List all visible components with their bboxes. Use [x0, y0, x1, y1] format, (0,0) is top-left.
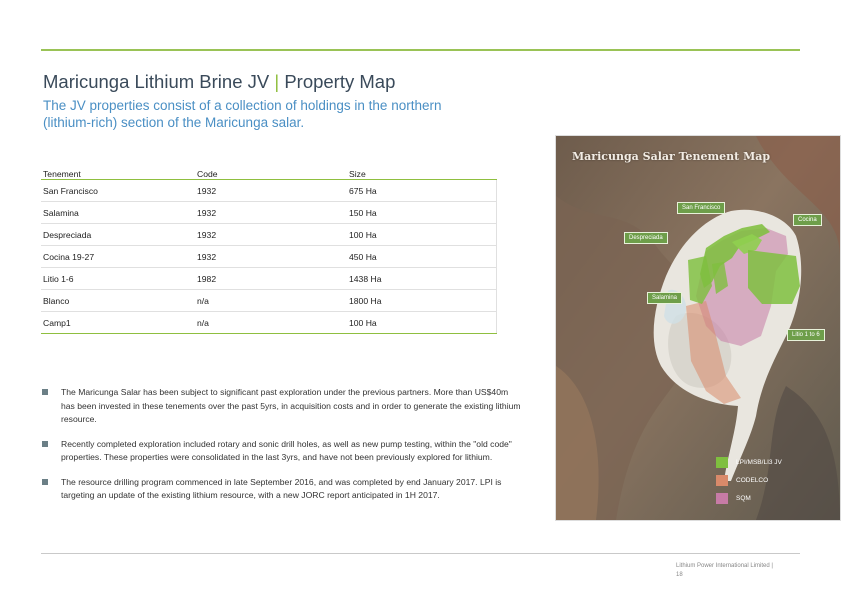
- bullet-list: [41, 386, 521, 514]
- tenement-cell: San Francisco: [41, 180, 195, 202]
- map-label-cocina: Cocina: [793, 214, 822, 226]
- map-label-salamina: Salamina: [647, 292, 682, 304]
- bottom-divider: [41, 553, 800, 554]
- code-cell: n/a: [195, 290, 347, 312]
- table-row: [41, 312, 497, 334]
- map-legend: [716, 455, 782, 509]
- map-label-despreciada: Despreciada: [624, 232, 668, 244]
- legend-swatch-codelco: [716, 475, 728, 486]
- legend-swatch-jv: [716, 457, 728, 468]
- column-header-size: Size: [347, 160, 497, 180]
- page-footer: [676, 562, 806, 580]
- map-label-san-francisco: San Francisco: [677, 202, 725, 214]
- table-row: [41, 224, 497, 246]
- size-cell: 1438 Ha: [347, 268, 497, 290]
- legend-item: CODELCO: [716, 473, 782, 487]
- bullet-square-icon: [42, 441, 48, 447]
- tenement-cell: Camp1: [41, 312, 195, 334]
- size-cell: 150 Ha: [347, 202, 497, 224]
- page-number: 18: [676, 572, 683, 578]
- map-title: Maricunga Salar Tenement Map: [572, 150, 771, 163]
- satellite-image: [556, 136, 840, 520]
- tenement-cell: Litio 1-6: [41, 268, 195, 290]
- size-cell: 100 Ha: [347, 312, 497, 334]
- top-divider: [41, 49, 800, 51]
- page-title: Maricunga Lithium Brine JV | Property Map: [43, 71, 396, 92]
- tenement-table: [41, 160, 497, 334]
- bullet-item: The resource drilling program commenced in late September 2016, and was completed by end January 2017. LPI is targeting an update of the existing lithium resource, with a new JORC report anticipated in 1H 2017.: [41, 476, 521, 503]
- table-row: [41, 268, 497, 290]
- footer-company: Lithium Power International Limited |: [676, 563, 773, 569]
- code-cell: 1932: [195, 224, 347, 246]
- tenement-cell: Salamina: [41, 202, 195, 224]
- tenement-cell: Despreciada: [41, 224, 195, 246]
- map-label-litio: Litio 1 to 6: [787, 329, 825, 341]
- bullet-item: The Maricunga Salar has been subject to significant past exploration under the previous partners. More than US$40m has been invested in these tenements over the past 5yrs, in acquisition costs and in order to generate the existing lithium resource.: [41, 386, 521, 427]
- legend-swatch-sqm: [716, 493, 728, 504]
- legend-item: LPI/MSB/LI3 JV: [716, 455, 782, 469]
- table-row: [41, 202, 497, 224]
- code-cell: n/a: [195, 312, 347, 334]
- size-cell: 450 Ha: [347, 246, 497, 268]
- column-header-code: Code: [195, 160, 347, 180]
- page-subtitle: The JV properties consist of a collection of holdings in the northern (lithium-rich) section of the Maricunga salar.: [43, 98, 442, 130]
- code-cell: 1932: [195, 246, 347, 268]
- bullet-item: Recently completed exploration included rotary and sonic drill holes, as well as new pump testing, within the "old code" properties. These properties were consolidated in the last 3yrs, and have not been previously explored for lithium.: [41, 438, 521, 465]
- tenement-cell: Blanco: [41, 290, 195, 312]
- size-cell: 675 Ha: [347, 180, 497, 202]
- size-cell: 1800 Ha: [347, 290, 497, 312]
- tenement-cell: Cocina 19-27: [41, 246, 195, 268]
- size-cell: 100 Ha: [347, 224, 497, 246]
- table-row: [41, 290, 497, 312]
- code-cell: 1932: [195, 202, 347, 224]
- code-cell: 1982: [195, 268, 347, 290]
- column-header-tenement: Tenement: [41, 160, 195, 180]
- bullet-square-icon: [42, 479, 48, 485]
- legend-item: SQM: [716, 491, 782, 505]
- code-cell: 1932: [195, 180, 347, 202]
- table-row: [41, 180, 497, 202]
- table-row: [41, 246, 497, 268]
- tenement-map: [555, 135, 841, 521]
- bullet-square-icon: [42, 389, 48, 395]
